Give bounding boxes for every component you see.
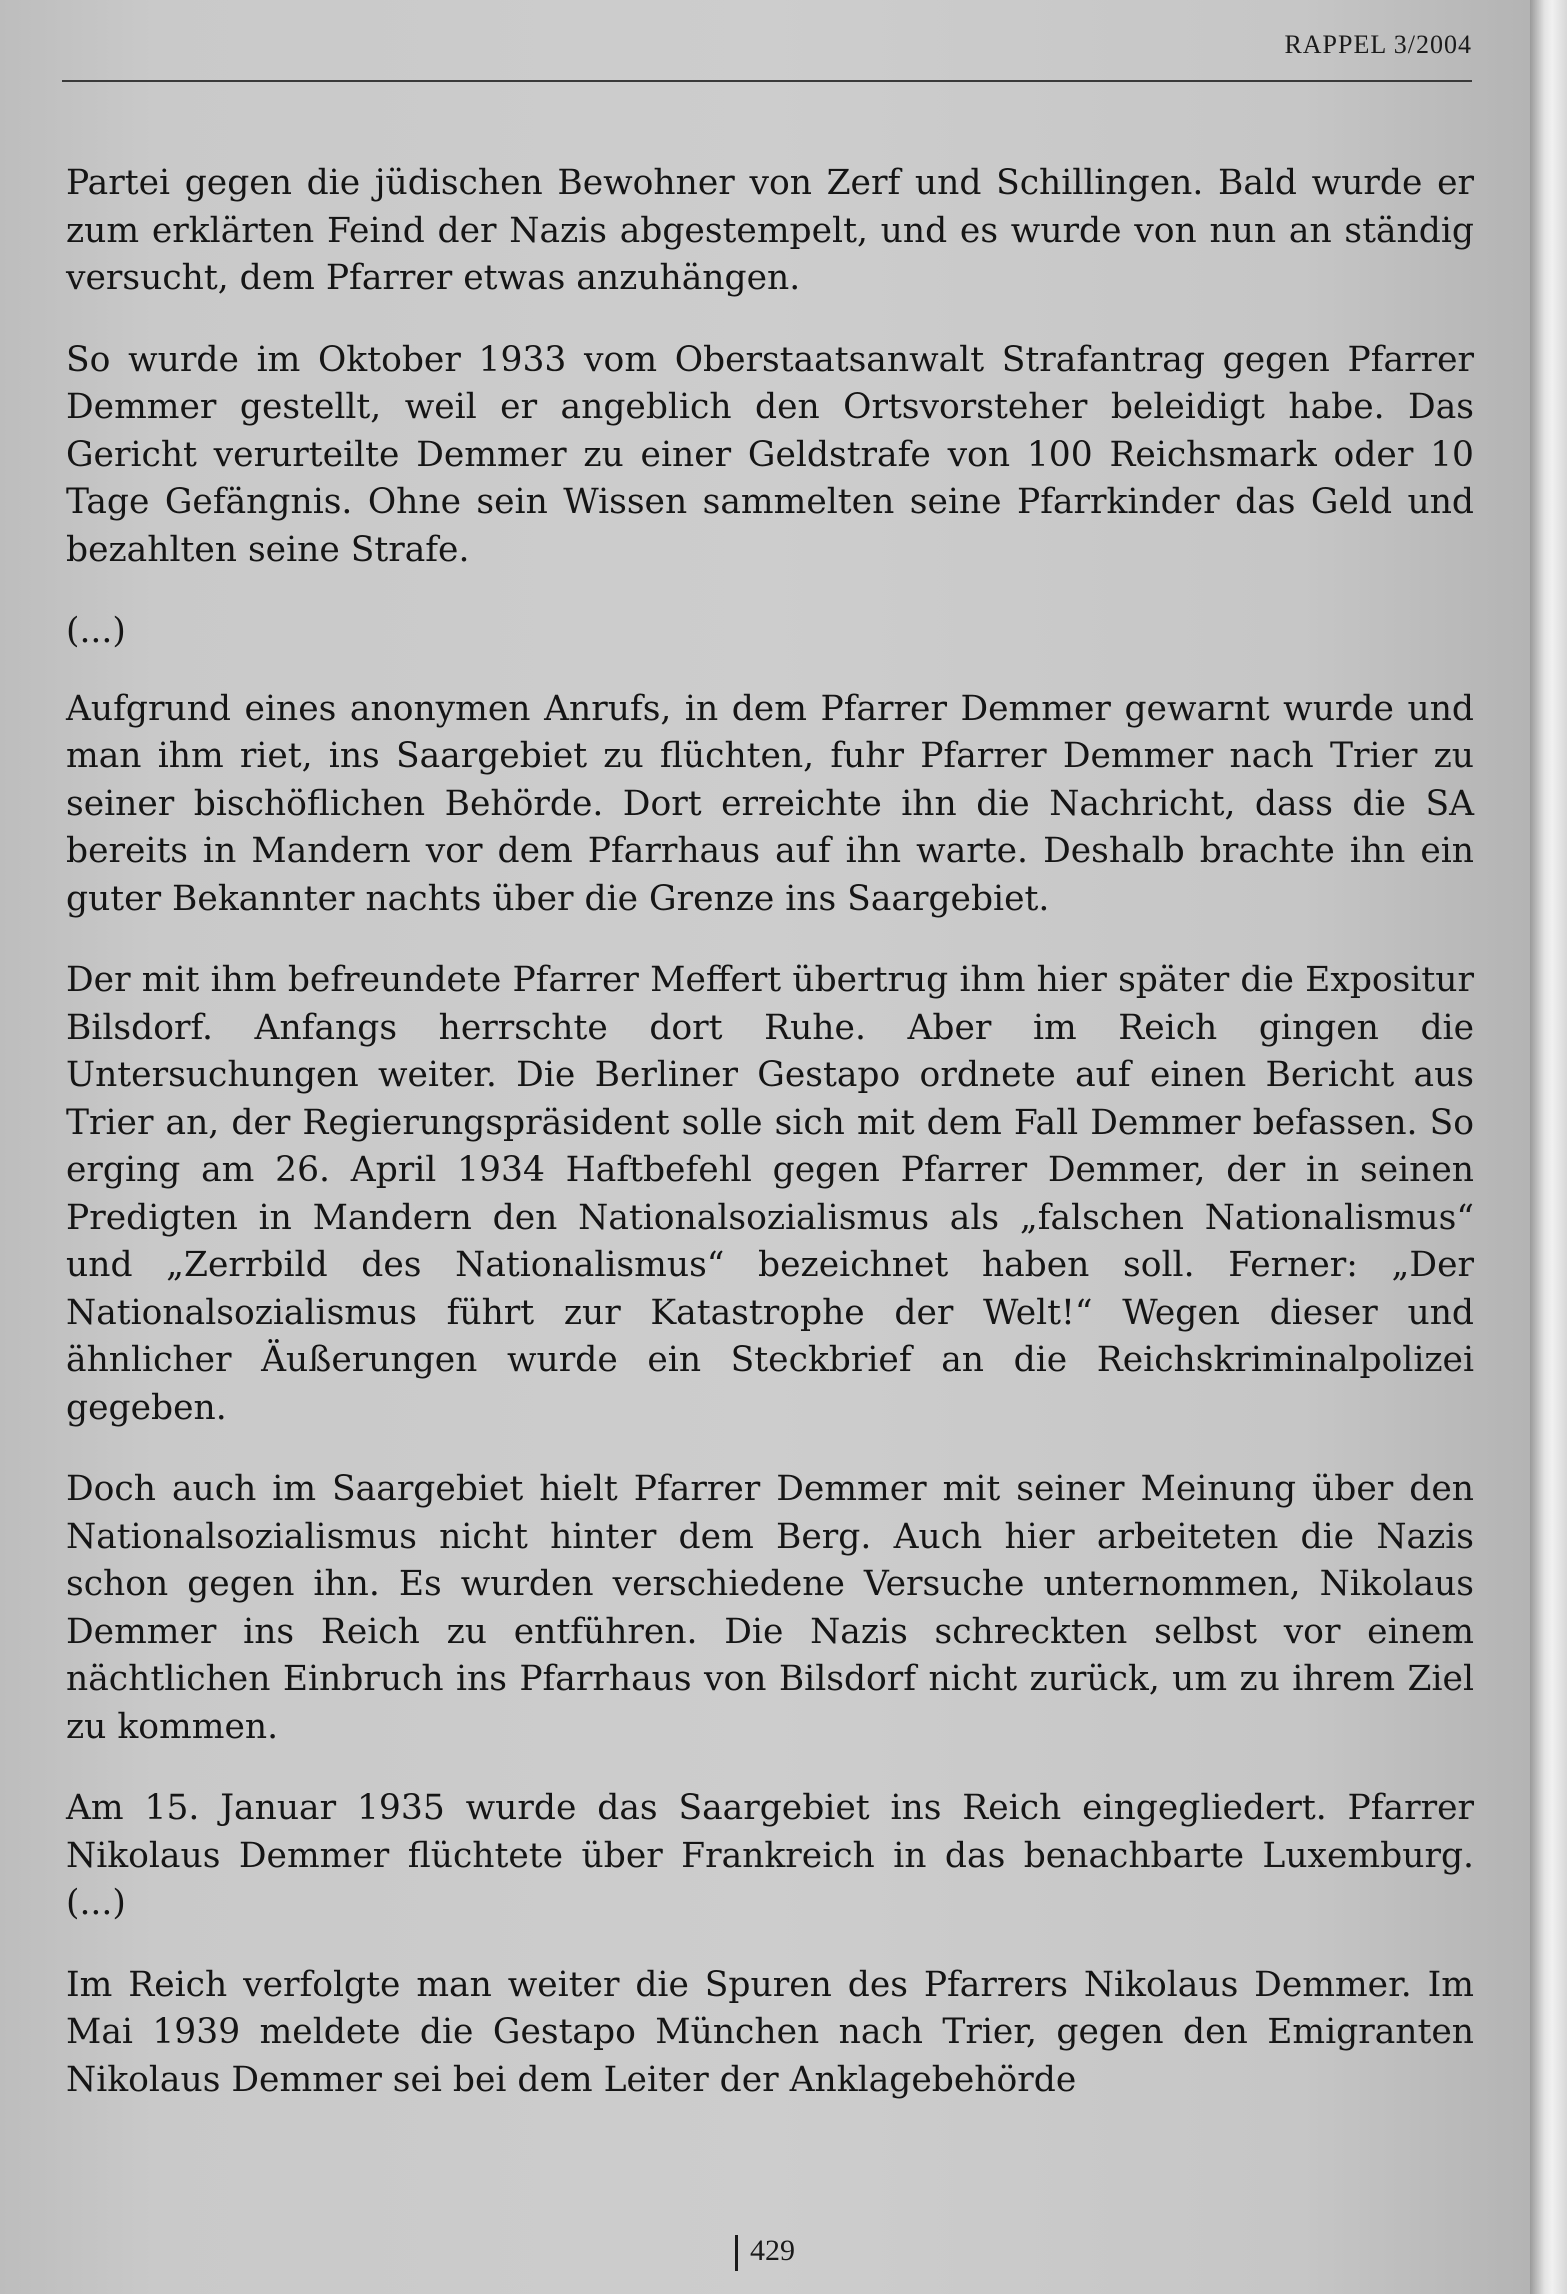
paragraph-3: Aufgrund eines anonymen Anrufs, in dem Pfarrer Demmer gewarnt wurde und man ihm riet, ins Saargebiet zu flüchten, fuhr Pfarrer Demmer nach Trier zu seiner bischöflichen Behörde. Dort erreichte ihn die Nachricht, dass die SA bereits in Mandern vor dem Pfarrhaus auf ihn warte. Deshalb brachte ihn ein guter Bekannter nachts über die Grenze ins Saargebiet.	[66, 688, 1474, 919]
page-footer	[0, 2234, 1530, 2271]
page-number: 429	[750, 2234, 795, 2267]
article-body	[66, 160, 1474, 2138]
paragraph-1: Partei gegen die jüdischen Bewohner von Zerf und Schillingen. Bald wurde er zum erklärten Feind der Nazis abgestempelt, und es wurde von nun an ständig versucht, dem Pfarrer etwas anzuhängen.	[66, 163, 1474, 298]
journal-title: RAPPEL 3/2004	[1284, 30, 1472, 59]
paragraph-7: Im Reich verfolgte man weiter die Spuren des Pfarrers Nikolaus Demmer. Im Mai 1939 meldete die Gestapo München nach Trier, gegen den Emigranten Nikolaus Demmer sei bei dem Leiter der Anklagebehörde	[66, 1964, 1474, 2100]
paragraph-2: So wurde im Oktober 1933 vom Oberstaatsanwalt Strafantrag gegen Pfarrer Demmer gestellt, weil er angeblich den Ortsvorsteher beleidigt habe. Das Gericht verurteilte Demmer zu einer Geldstrafe von 100 Reichsmark oder 10 Tage Gefängnis. Ohne sein Wissen sammelten seine Pfarrkinder das Geld und bezahlten seine Strafe.	[66, 339, 1474, 570]
footer-rule	[735, 2235, 738, 2271]
paragraph-5: Doch auch im Saargebiet hielt Pfarrer Demmer mit seiner Meinung über den Nationalsozialismus nicht hinter dem Berg. Auch hier arbeiteten die Nazis schon gegen ihn. Es wurden verschiedene Versuche unternommen, Nikolaus Demmer ins Reich zu entführen. Die Nazis schreckten selbst vor einem nächtlichen Einbruch ins Pfarrhaus von Bilsdorf nicht zurück, um zu ihrem Ziel zu kommen.	[66, 1469, 1474, 1747]
running-header	[62, 22, 1472, 82]
paragraph-ellipsis: (...)	[66, 611, 126, 651]
paragraph-4: Der mit ihm befreundete Pfarrer Meffert übertrug ihm hier später die Expositur Bilsdorf. Anfangs herrschte dort Ruhe. Aber im Reich gingen die Untersuchungen weiter. Die Berliner Gestapo ordnete auf einen Bericht aus Trier an, der Regierungspräsident solle sich mit dem Fall Demmer befassen. So erging am 26. April 1934 Haftbefehl gegen Pfarrer Demmer, der in seinen Predigten in Mandern den Nationalsozialismus als „falschen Nationalismus“ und „Zerrbild des Nationalismus“ bezeichnet haben soll. Ferner: „Der Nationalsozialismus führt zur Katastrophe der Welt!“ Wegen dieser und ähnlicher Äußerungen wurde ein Steckbrief an die Reichskriminalpolizei gegeben.	[66, 960, 1474, 1428]
paragraph-6: Am 15. Januar 1935 wurde das Saargebiet ins Reich eingegliedert. Pfarrer Nikolaus Demmer flüchtete über Frankreich in das benachbarte Luxemburg. (...)	[66, 1788, 1474, 1923]
page-edge	[1530, 0, 1567, 2294]
